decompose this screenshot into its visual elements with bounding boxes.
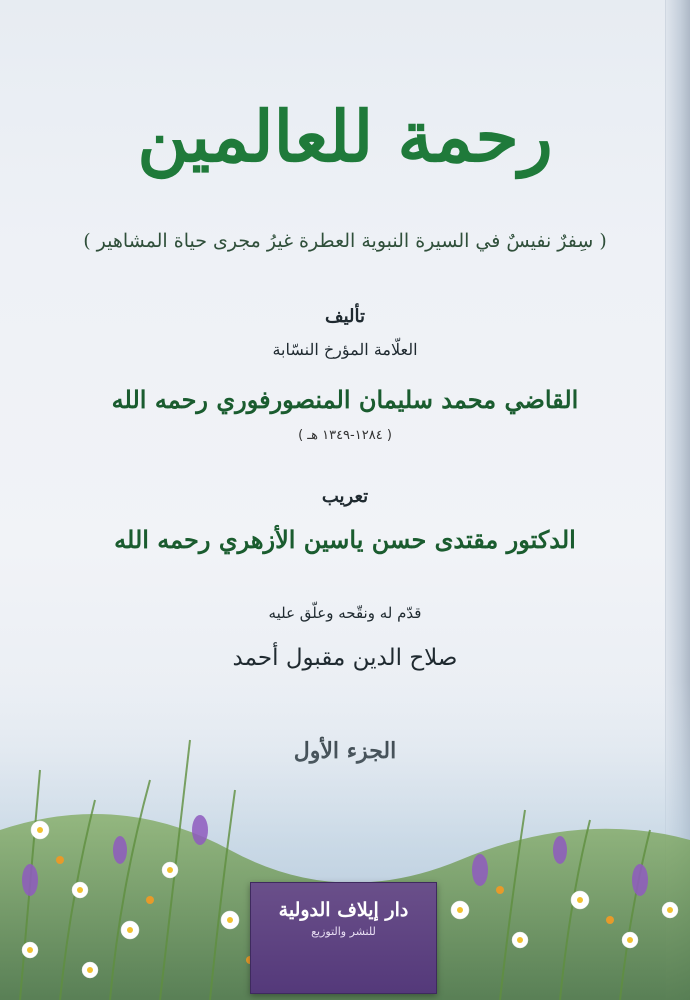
editor-label: قدّم له ونقّحه وعلّق عليه [268,604,422,622]
author-dates: ( ١٢٨٤-١٣٤٩ هـ ) [298,428,392,443]
author-name: القاضي محمد سليمان المنصورفوري رحمه الله [111,385,579,414]
translator-name: الدكتور مقتدى حسن ياسين الأزهري رحمه الله [114,525,576,554]
publisher-logo [250,882,437,994]
author-label: تأليف [324,306,366,327]
publisher-subtitle: للنشر والتوزيع [311,925,376,938]
publisher-name: دار إيلاف الدولية [278,899,409,921]
translation-label: تعريب [321,486,369,507]
book-title: رحمة للعالمين [137,95,553,178]
editor-name: صلاح الدين مقبول أحمد [232,645,458,671]
author-description: العلّامة المؤرخ النسّابة [272,340,418,359]
book-subtitle: ( سِفرٌ نفيسٌ في السيرة النبوية العطرة غيرُ مجرى حياة المشاهير ) [83,230,607,252]
